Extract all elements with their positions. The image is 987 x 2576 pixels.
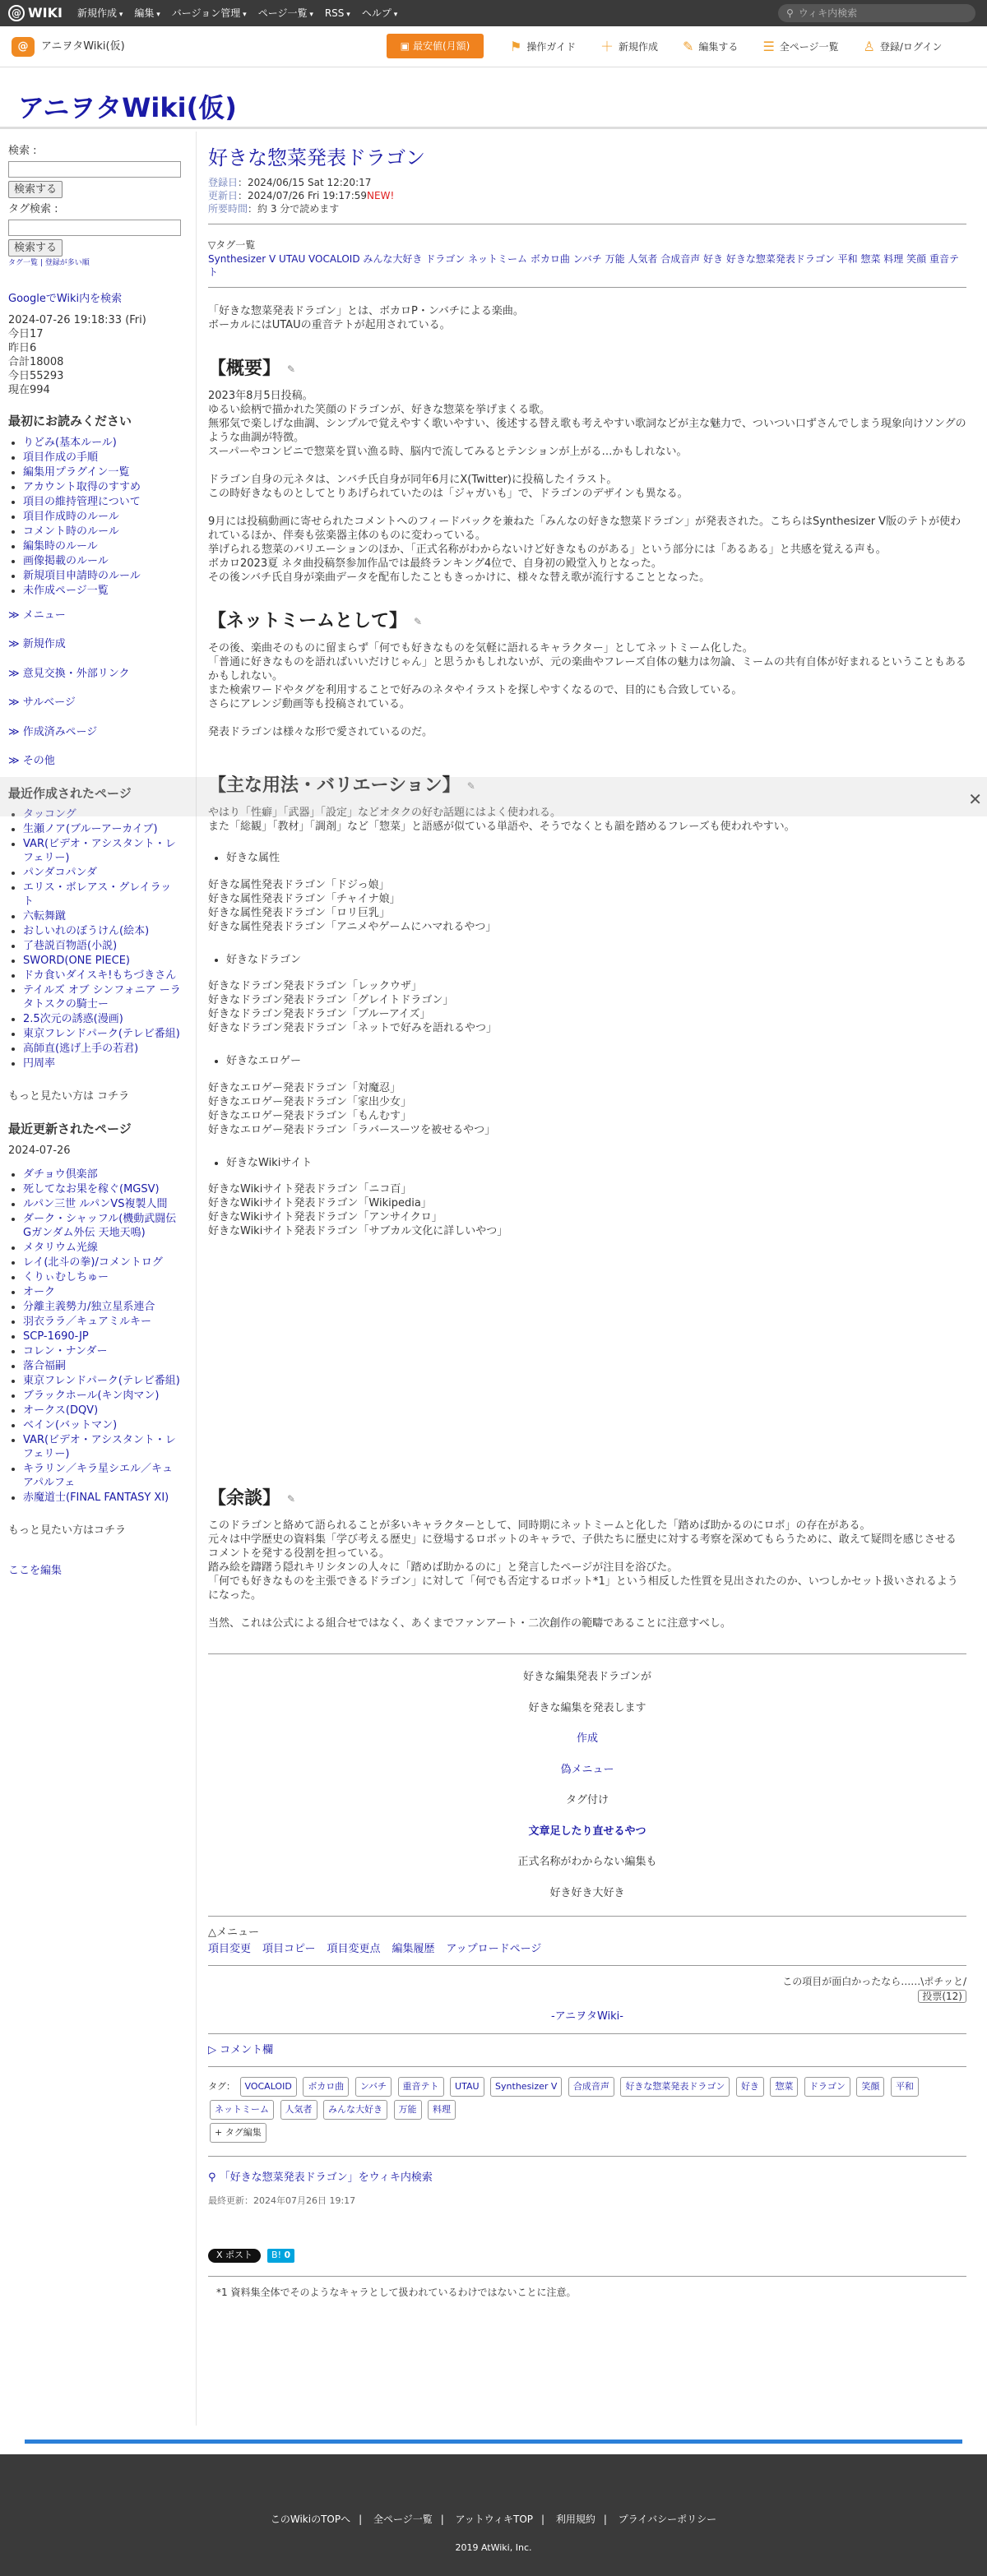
closing-link[interactable]: 文章足したり直せるやつ (528, 1824, 646, 1838)
variation-line: 好きなドラゴン発表ドラゴン「グレイトドラゴン」 (208, 994, 454, 1006)
group-head (226, 952, 966, 969)
recent-created-title: 最近作成されたページ (8, 785, 132, 801)
meta-value: ：約 3 分で読めます (248, 203, 340, 215)
list-item[interactable]: • エリス・ボレアス・グレイラット (23, 881, 181, 909)
tag-chip[interactable]: 合成音声 (568, 2077, 614, 2097)
divider (208, 2156, 966, 2157)
last-update: 最終更新：2024年07月26日 19:17 (208, 2194, 356, 2206)
tag-chip[interactable]: 人気者 (280, 2100, 317, 2120)
meta-key: 所要時間 (208, 203, 248, 215)
group-title: • 好きなエロゲー (226, 1053, 966, 1070)
tag-chip[interactable]: 料理 (428, 2100, 456, 2120)
tag-chip[interactable]: Synthesizer V (490, 2077, 562, 2097)
new-link[interactable]: ＋ 新規作成 (600, 37, 658, 57)
tag-chip[interactable]: 惣菜 (770, 2077, 798, 2097)
closing-lines (208, 1669, 966, 1901)
menu-link[interactable]: 項目コピー (262, 1942, 316, 1955)
list-item[interactable]: • 2.5次元の誘惑(漫画) (23, 1012, 181, 1026)
paragraph: 「何でも好きなものを主張できるドラゴン」に対して「何でも否定するロボット*1」という相反した性質を見出されたのか、いつしかセット扱いされるようになった。 (208, 1575, 958, 1602)
cart-icon: ▣ (400, 40, 410, 52)
search-icon: ⚲ (208, 2171, 220, 2184)
list-item[interactable]: • 高師直(逃げ上手の若君) (23, 1042, 181, 1056)
list-item[interactable]: • テイルズ オブ シンフォニア ーラタトスクの騎士ー (23, 983, 181, 1011)
heading-text: 【ネットミームとして】 (208, 611, 408, 631)
tags-label: タグ： (208, 2081, 235, 2092)
paragraph: また「総観」「教材」「調剤」など「惣菜」と語感が似ている単語や、そうでなくとも韻を踏めるフレーズも使われやすい。 (208, 821, 795, 833)
divider (208, 1916, 966, 1917)
menu-edit[interactable]: 編集 ▾ (134, 6, 160, 21)
variation-line: 好きなWikiサイト発表ドラゴン「サブカル文化に詳しいやつ」 (208, 1225, 508, 1237)
tag-chip[interactable]: 好き (736, 2077, 764, 2097)
list-item[interactable]: • キラリン／キラ星シエル／キュアパルフェ (23, 1462, 181, 1490)
paragraph: ボカロ2023夏 ネタ曲投稿祭参加作品では最終ランキング4位で、自身初の殿堂入りとなった。 (208, 557, 662, 570)
signature[interactable]: -アニヲタWiki- (551, 2010, 623, 2023)
hatena-button[interactable]: B! 0 (267, 2249, 294, 2263)
edit-pencil-icon[interactable]: ✎ (287, 363, 296, 375)
variation-line: 好きな属性発表ドラゴン「ドジっ娘」 (208, 878, 390, 891)
menu-help[interactable]: ヘルプ ▾ (362, 6, 397, 21)
paragraph: 無邪気で楽しげな曲調、シンプルで覚えやすく歌いやすい、後述する替え歌も考えやすい歌詞などが主な魅力で、ついつい口ずさんでしまう現象向けソングのような曲調が特徴。 (208, 418, 966, 444)
menu-link[interactable]: 編集履歴 (392, 1942, 435, 1955)
tag-chip[interactable]: VOCALOID (240, 2077, 297, 2097)
closing-line: 好き好き大好き (549, 1886, 625, 1899)
list-item[interactable]: • アカウント取得のすすめ (23, 480, 181, 494)
more-link-2[interactable]: もっと見たい方はコチラ (8, 1524, 127, 1537)
divider (208, 2276, 966, 2277)
list-item[interactable]: • くりぃむしちゅー (23, 1270, 181, 1284)
stat-today: 今日17 (8, 328, 44, 340)
list-item[interactable]: • ルパン三世 ルパンVS複製人間 (23, 1197, 181, 1211)
wiki-name[interactable]: アニヲタWiki(仮) (41, 39, 125, 53)
more-link-1[interactable]: もっと見たい方は コチラ (8, 1090, 130, 1103)
list-item[interactable]: • 分離主義勢力/独立星系連合 (23, 1300, 181, 1314)
sidebar (8, 140, 181, 1579)
all-pages-link[interactable]: ☰ 全ページ一覧 (762, 37, 838, 57)
first-read-list (8, 436, 181, 598)
copyright: 2019 AtWiki, Inc. (455, 2542, 532, 2553)
plan-badge-button[interactable]: ▣ 最安値(月額) (387, 34, 484, 58)
list-item[interactable]: • ダーク・シャッフル(機動武闘伝Gガンダム外伝 天地天鳴) (23, 1212, 181, 1240)
tag-chip[interactable]: 平和 (891, 2077, 919, 2097)
tag-search-button[interactable]: 検索する (8, 239, 63, 257)
list-item[interactable]: • 未作成ページ一覧 (23, 584, 181, 598)
list-item[interactable]: • 六転舞蹴 (23, 909, 181, 923)
list-item[interactable]: • コメント時のルール (23, 525, 181, 539)
tag-chip[interactable]: ネットミーム (210, 2100, 274, 2120)
tag-chip[interactable]: みんな大好き (323, 2100, 387, 2120)
new-badge: NEW! (367, 190, 395, 201)
list-item[interactable]: • りどみ(基本ルール) (23, 436, 181, 450)
list-item[interactable]: • ダチョウ倶楽部 (23, 1168, 181, 1182)
variation-line: 好きなエロゲー発表ドラゴン「家出少女」 (208, 1095, 412, 1108)
list-icon: ☰ (762, 39, 775, 54)
list-item[interactable]: • 生瀬ノア(ブルーアーカイブ) (23, 822, 181, 836)
section-created[interactable]: ≫ 作成済みページ (8, 725, 98, 738)
variation-line: 好きな属性発表ドラゴン「アニメやゲームにハマれるやつ」 (208, 920, 497, 933)
tag-line[interactable]: Synthesizer V UTAU VOCALOID みんな大好き ドラゴン ネットミーム ボカロ曲 ンバチ 万能 人気者 合成音声 好き 好きな惣菜発表ドラゴン 平和 惣菜 料理 笑顔 重音テト (208, 253, 959, 278)
paragraph (208, 711, 966, 725)
paragraph: 踏み絵を躊躇う隠れキリシタンの人々に「踏めば助かるのに」と発言したページが注目を浴びた。 (208, 1561, 679, 1574)
variation-line: 好きな属性発表ドラゴン「チャイナ娘」 (208, 892, 401, 905)
footer-link[interactable]: 全ページ一覧 (373, 2514, 433, 2525)
footnote: *1 資料集全体でそのようなキャラとして扱われているわけではないことに注意。 (216, 2286, 577, 2298)
list-item[interactable]: • 円周率 (23, 1057, 181, 1071)
heading-text: 【概要】 (208, 358, 281, 379)
list-item[interactable]: • VAR(ビデオ・アシスタント・レフェリー) (23, 1433, 181, 1461)
paragraph: スーパーやコンビニで惣菜を買い漁る時、脳内で流してみるとテンションが上がる…かもしれない。 (208, 446, 688, 458)
footer-link[interactable]: 利用規約 (555, 2514, 595, 2525)
close-icon[interactable]: ✕ (968, 789, 982, 809)
tool-links (510, 26, 942, 67)
tag-chip[interactable]: UTAU (450, 2077, 484, 2097)
paragraph: この時好きなものとしてとりあげられていたのは「ジャガいも」で、ドラゴンのデザインも異なる。 (208, 488, 688, 500)
heading-text: 【主な用法・バリエーション】 (208, 775, 461, 796)
top-bar (0, 0, 987, 26)
list-item[interactable]: • 項目作成の手順 (23, 451, 181, 465)
atwiki-logo[interactable]: @ WIKI (8, 3, 63, 23)
section-menu[interactable]: ≫ メニュー (8, 608, 66, 622)
closing-link[interactable]: 偽メニュー (560, 1763, 614, 1776)
divider (208, 287, 966, 288)
menu-new[interactable]: 新規作成 ▾ (77, 6, 123, 21)
list-item[interactable]: • 羽衣ララ／キュアミルキー (23, 1315, 181, 1329)
tag-chip[interactable]: 重音テト (398, 2077, 444, 2097)
main-content (196, 132, 977, 2426)
stat-date: 2024-07-26 19:18:33 (Fri) (8, 314, 146, 326)
paragraph: ドラゴン自身の元ネタは、ンバチ氏自身が同年6月にX(Twitter)に投稿したイラスト。 (208, 474, 618, 486)
section-salvage[interactable]: ≫ サルベージ (8, 696, 76, 709)
paragraph: 当然、これは公式による組合せではなく、あくまでファンアート・二次創作の範疇であることに注意すべし。 (208, 1617, 731, 1630)
stat-yesterday: 昨日6 (8, 342, 37, 354)
side-search-input[interactable] (8, 161, 181, 178)
closing-line: 正式名称がわからない編集も (517, 1856, 657, 1868)
section-new[interactable]: ≫ 新規作成 (8, 638, 66, 650)
closing-line: 好きな編集発表ドラゴンが (522, 1671, 651, 1683)
tag-chip[interactable]: 笑顔 (856, 2077, 884, 2097)
closing-line: 好きな編集を発表します (528, 1701, 646, 1714)
list-item[interactable]: • パンダコパンダ (23, 866, 181, 880)
tag-edit-button[interactable]: + タグ編集 (210, 2123, 266, 2143)
divider (208, 2066, 966, 2067)
list-item[interactable]: • SWORD(ONE PIECE) (23, 954, 181, 968)
footer-link[interactable]: プライバシーポリシー (618, 2514, 717, 2525)
guide-link[interactable]: ⚑ 操作ガイド (510, 37, 576, 57)
share-bar (208, 2249, 966, 2263)
x-post-button[interactable]: X ポスト (208, 2249, 261, 2263)
menu-rss[interactable]: RSS ▾ (325, 6, 350, 21)
list-item[interactable]: • 東京フレンドパーク(テレビ番組) (23, 1374, 181, 1388)
variation-line: 好きな属性発表ドラゴン「ロリ巨乳」 (208, 906, 391, 919)
variation-line: 好きなエロゲー発表ドラゴン「対魔忍」 (208, 1081, 401, 1094)
list-item[interactable]: • ドカ食いダイスキ!もちづきさん (23, 969, 181, 983)
divider (208, 1653, 966, 1654)
menu-version[interactable]: バージョン管理 ▾ (172, 6, 247, 21)
recent-updated-title: 最近更新されたページ (8, 1121, 132, 1136)
stats (8, 313, 181, 397)
intro-2: ボーカルにはUTAUの重音テトが起用されている。 (208, 319, 451, 331)
paragraph: さらにアレンジ動画等も投稿されている。 (208, 698, 410, 710)
divider (208, 2033, 966, 2034)
list-item[interactable]: • メタリウム光線 (23, 1241, 181, 1255)
vote-text: この項目が面白かったなら……\ポチッと/ (782, 1976, 966, 1987)
vote-button[interactable]: 投票(12) (918, 1990, 966, 2003)
variation-line: 好きなWikiサイト発表ドラゴン「アンサイクロ」 (208, 1211, 443, 1223)
edit-pencil-icon[interactable]: ✎ (287, 1492, 296, 1505)
variation-line: 好きなエロゲー発表ドラゴン「もんむす」 (208, 1109, 412, 1122)
overview-text (208, 389, 966, 585)
extra-text (208, 1519, 966, 1630)
section-heading-extra (208, 1485, 966, 1512)
paragraph: やはり「性癖」「武器」「設定」などオタクの好む話題にはよく使われる。 (208, 807, 562, 819)
list-item[interactable]: • 赤魔道士(FINAL FANTASY XI) (23, 1491, 181, 1505)
meta-value: ：2024/07/26 Fri 19:17:59 (238, 190, 368, 201)
meta-value: ：2024/06/15 Sat 12:20:17 (238, 177, 372, 188)
recent-created-list (8, 807, 181, 1071)
page-meta (208, 176, 966, 215)
google-search-link[interactable]: GoogleでWiki内を検索 (8, 292, 123, 305)
tag-chip[interactable]: ンバチ (355, 2077, 392, 2097)
list-item[interactable]: • 新規項目申請時のルール (23, 569, 181, 583)
stat-today-pv: 今日55293 (8, 370, 64, 382)
stat-total: 合計18008 (8, 356, 64, 368)
list-item[interactable]: • ブラックホール(キン肉マン) (23, 1389, 181, 1403)
comment-toggle[interactable]: ▷ コメント欄 (208, 2043, 274, 2056)
group-head (226, 850, 966, 867)
wiki-icon: @ (12, 37, 35, 57)
wiki-search-text: 「好きな惣菜発表ドラゴン」をウィキ内検索 (219, 2171, 433, 2184)
recent-updated-list (8, 1168, 181, 1505)
tag-chip[interactable]: ボカロ曲 (303, 2077, 349, 2097)
sub-bar (0, 26, 987, 67)
paragraph (208, 501, 966, 515)
tag-area (208, 2075, 966, 2144)
footer-link[interactable]: このWikiのTOPへ (270, 2514, 351, 2525)
variation-line: 好きなWikiサイト発表ドラゴン「Wikipedia」 (208, 1197, 432, 1209)
paragraph: 「普通に好きなものを語ればいいだけじゃん」と思うかもしれないが、元の楽曲やフレーズ自体の魅力は勿論、ミームの共有自体が好まれるということもあるかもしれない。 (208, 656, 966, 682)
tag-header: ▽タグ一覧 (208, 239, 256, 251)
variation-line: 好きなドラゴン発表ドラゴン「ネットで好みを語れるやつ」 (208, 1022, 498, 1034)
group-head (226, 1053, 966, 1070)
footer-links: このWikiのTOPへ | 全ページ一覧 | アットウィキTOP | 利用規約 | プライバシーポリシー (270, 2514, 717, 2525)
list-item[interactable]: • VAR(ビデオ・アシスタント・レフェリー) (23, 837, 181, 865)
menu-links (208, 1941, 966, 1958)
user-add-icon: ♙ (863, 39, 875, 54)
list-item[interactable]: • 了巷説百物語(小説) (23, 939, 181, 953)
section-links[interactable]: ≫ 意見交換・外部リンク (8, 667, 130, 680)
group-title: • 好きな属性 (226, 850, 966, 867)
list-item[interactable]: • オーク (23, 1285, 181, 1299)
list-item[interactable]: • オークス(DQV) (23, 1404, 181, 1417)
top-menu (77, 6, 397, 21)
list-item[interactable]: • ベイン(バットマン) (23, 1418, 181, 1432)
share-count: 0 (284, 2250, 291, 2260)
side-search-button[interactable]: 検索する (8, 181, 63, 199)
login-link[interactable]: ♙ 登録/ログイン (864, 37, 943, 57)
menu-link[interactable]: 項目変更点 (327, 1942, 381, 1955)
variation-line: 好きなドラゴン発表ドラゴン「レックウザ」 (208, 980, 422, 992)
vote-area (208, 1974, 966, 2004)
meta-key: 更新日 (208, 190, 239, 201)
group-title: • 好きなドラゴン (226, 952, 966, 969)
list-item[interactable]: • 死してなお果を稼ぐ(MGSV) (23, 1182, 181, 1196)
wiki-banner (0, 68, 987, 129)
list-item[interactable]: • コレン・ナンダー (23, 1344, 181, 1358)
paragraph: 挙げられる惣菜のバリエーションのほか、「正式名称がわからないけど好きなものがある」という部分には「あるある」と共感を覚える声も。 (208, 543, 887, 556)
list-item[interactable]: • 項目の維持管理について (23, 495, 181, 509)
paragraph: 元々は中学歴史の資料集「学び考える歴史」に登場するロボットのキャラで、子供たちに歴史に対する考察を深めてもらうために、敢えて疑問を感じさせるコメントを発する役割を担っている。 (208, 1533, 957, 1560)
list-item[interactable]: • 編集時のルール (23, 539, 181, 553)
paragraph: このドラゴンと絡めて語られることが多いキャラクターとして、同時期にネットミームと化した「踏めば助かるのにロボ」の存在がある。 (208, 1519, 871, 1532)
section-heading-meme (208, 608, 966, 635)
paragraph: その後、楽曲そのものに留まらず「何でも好きなものを気軽に語れるキャラクター」としてネットミーム化した。 (208, 642, 753, 654)
edit-link[interactable]: ✎ 編集する (683, 37, 738, 57)
list-item[interactable]: • おしいれのぼうけん(絵本) (23, 924, 181, 938)
edit-pencil-icon[interactable]: ✎ (414, 615, 423, 627)
pencil-icon: ✎ (683, 39, 694, 54)
paragraph: 発表ドラゴンは様々な形で愛されているのだ。 (208, 726, 433, 738)
list-item[interactable]: • 項目作成時のルール (23, 510, 181, 524)
paragraph: ゆるい絵柄で描かれた笑顔のドラゴンが、好きな惣菜を挙げまくる歌。 (208, 404, 551, 416)
paragraph (208, 1602, 966, 1616)
closing-line: タグ付け (565, 1794, 609, 1806)
tag-chip[interactable]: 好きな惣菜発表ドラゴン (620, 2077, 730, 2097)
paragraph: その後ンバチ氏自身が楽曲データを配布したこともきっかけに、様々な替え歌が流行することとなった。 (208, 571, 711, 584)
list-item[interactable]: • SCP-1690-JP (23, 1330, 181, 1343)
variation-line: 好きなドラゴン発表ドラゴン「ブルーアイズ」 (208, 1008, 431, 1020)
tag-list-links[interactable]: タグ一覧 | 登録が多い順 (8, 259, 90, 267)
closing-link[interactable]: 作成 (576, 1732, 598, 1745)
tag-chip[interactable]: ドラゴン (804, 2077, 850, 2097)
paragraph: 2023年8月5日投稿。 (208, 390, 313, 402)
group-title: • 好きなWikiサイト (226, 1155, 966, 1172)
footer (0, 2454, 987, 2576)
list-item[interactable]: • 画像掲載のルール (23, 554, 181, 568)
footer-divider (25, 2440, 962, 2444)
wiki-search-link[interactable] (208, 2170, 966, 2186)
section-heading-overview (208, 355, 966, 382)
tag-search-input[interactable] (8, 220, 181, 236)
first-read-title: 最初にお読みください (8, 414, 132, 428)
paragraph: 9月には投稿動画に寄せられたコメントへのフィードバックを兼ねた「みんなの好きな惣菜ドラゴン」が発表された。こちらはSynthesizer V版のテトが使われているほか、伴奏も弦楽器主体のものに変わっている。 (208, 516, 962, 542)
recent-date: 2024-07-26 (8, 1145, 71, 1157)
section-other[interactable]: ≫ その他 (8, 755, 55, 767)
wiki-title[interactable]: アニヲタWiki(仮) (18, 92, 237, 123)
intro-1: 「好きな惣菜発表ドラゴン」とは、ボカロP・ンバチによる楽曲。 (208, 305, 524, 317)
variation-line: 好きなエロゲー発表ドラゴン「ラバースーツを被せるやつ」 (208, 1123, 496, 1136)
tag-search-label: タグ検索 : (8, 203, 58, 215)
list-item[interactable]: • 落合福嗣 (23, 1359, 181, 1373)
menu-header: △メニュー (208, 1926, 259, 1939)
list-item[interactable]: • 編集用プラグイン一覧 (23, 465, 181, 479)
stat-now: 現在994 (8, 384, 50, 396)
list-item[interactable]: • 東京フレンドパーク(テレビ番組) (23, 1027, 181, 1041)
tag-chip[interactable]: 万能 (394, 2100, 422, 2120)
edit-here-link[interactable]: ここを編集 (8, 1565, 63, 1577)
group-head (226, 1155, 966, 1172)
variation-line: 好きなWikiサイト発表ドラゴン「ニコ百」 (208, 1183, 412, 1196)
search-icon: ⚲ (786, 7, 794, 19)
menu-pages[interactable]: ページ一覧 ▾ (258, 6, 313, 21)
meta-key: 登録日 (208, 177, 239, 188)
heading-text: 【余談】 (208, 1488, 281, 1509)
menu-link[interactable]: 項目変更 (208, 1942, 252, 1955)
paragraph (208, 459, 966, 473)
footer-link[interactable]: アットウィキTOP (455, 2514, 534, 2525)
divider (208, 1965, 966, 1966)
menu-link[interactable]: アップロードページ (446, 1942, 542, 1955)
floating-ad-bar (0, 777, 987, 816)
paragraph: また検索ワードやタグを利用することで好みのネタやイラストを探しやすくなるので、目的にも合致している。 (208, 684, 743, 696)
edit-pencil-icon[interactable]: ✎ (466, 779, 475, 792)
plus-icon: ＋ (600, 39, 614, 54)
list-item[interactable]: • レイ(北斗の拳)/コメントログ (23, 1256, 181, 1270)
flag-icon: ⚑ (510, 39, 522, 54)
list-item[interactable]: • タッコング (23, 807, 181, 821)
search-label: 検索 : (8, 145, 37, 157)
meme-text (208, 641, 966, 739)
page-title: 好きな惣菜発表ドラゴン (208, 146, 425, 169)
search-input[interactable]: ⚲ ウィキ内検索 (778, 4, 975, 22)
